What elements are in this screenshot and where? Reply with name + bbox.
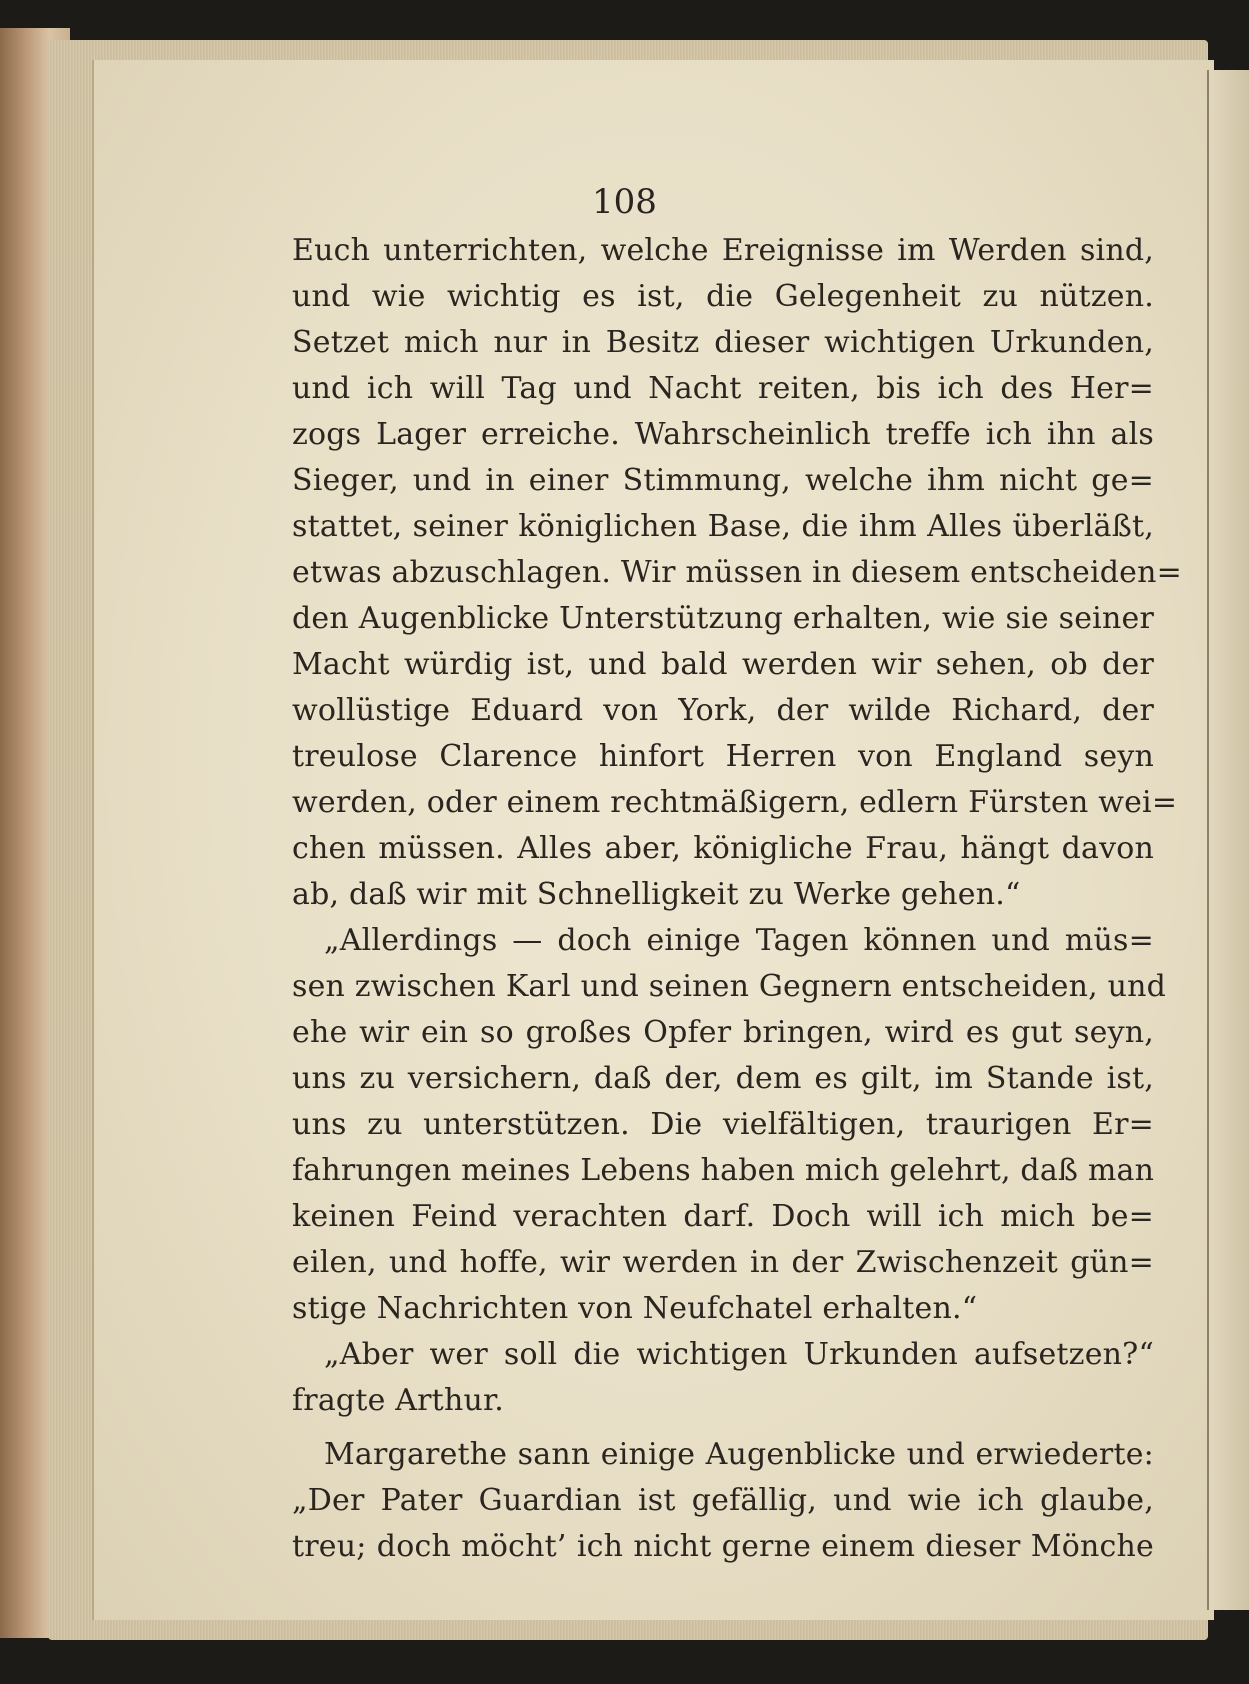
text-line: fragte Arthur. [292, 1383, 504, 1418]
text-line: „Der Pater Guardian ist gefällig, und wie ich glaube, [292, 1483, 1154, 1518]
text-line: „Allerdings — doch einige Tagen können und müs= [324, 923, 1154, 958]
page-number: 108 [592, 182, 657, 222]
text-line: Sieger, und in einer Stimmung, welche ihm nicht ge= [292, 463, 1154, 498]
text-line: Setzet mich nur in Besitz dieser wichtigen Urkunden, [292, 325, 1154, 360]
text-line: Macht würdig ist, und bald werden wir sehen, ob der [292, 647, 1154, 682]
facing-page-edge [1207, 70, 1249, 1610]
text-line: werden, oder einem rechtmäßigern, edlern Fürsten wei= [292, 785, 1178, 820]
text-line: uns zu unterstützen. Die vielfältigen, traurigen Er= [292, 1107, 1154, 1142]
text-line: fahrungen meines Lebens haben mich gelehrt, daß man [292, 1153, 1155, 1188]
text-line: und wie wichtig es ist, die Gelegenheit zu nützen. [292, 279, 1154, 314]
text-line: chen müssen. Alles aber, königliche Frau, hängt davon [292, 831, 1154, 866]
body-text [292, 228, 1182, 1570]
text-line: stattet, seiner königlichen Base, die ihm Alles überläßt, [292, 509, 1154, 544]
text-line: ehe wir ein so großes Opfer bringen, wird es gut seyn, [292, 1015, 1154, 1050]
text-line: sen zwischen Karl und seinen Gegnern entscheiden, und [292, 969, 1167, 1004]
text-line: und ich will Tag und Nacht reiten, bis ich des Her= [292, 371, 1154, 406]
text-line: Euch unterrichten, welche Ereignisse im Werden sind, [292, 233, 1154, 268]
text-line: wollüstige Eduard von York, der wilde Richard, der [292, 693, 1154, 728]
text-line: Margarethe sann einige Augenblicke und erwiederte: [324, 1437, 1154, 1472]
text-line: eilen, und hoffe, wir werden in der Zwischenzeit gün= [292, 1245, 1154, 1280]
text-line: uns zu versichern, daß der, dem es gilt, im Stande ist, [292, 1061, 1154, 1096]
text-line: treu; doch möcht’ ich nicht gerne einem dieser Mönche [292, 1529, 1154, 1564]
paragraph-gap [292, 1424, 1154, 1432]
text-line: stige Nachrichten von Neufchatel erhalten.“ [292, 1291, 978, 1326]
text-line: keinen Feind verachten darf. Doch will ich mich be= [292, 1199, 1154, 1234]
text-line: etwas abzuschlagen. Wir müssen in diesem entscheiden= [292, 555, 1182, 590]
text-line: ab, daß wir mit Schnelligkeit zu Werke gehen.“ [292, 877, 1021, 912]
text-line: treulose Clarence hinfort Herren von England seyn [292, 739, 1154, 774]
text-line: zogs Lager erreiche. Wahrscheinlich treffe ich ihn als [292, 417, 1154, 452]
text-line: den Augenblicke Unterstützung erhalten, wie sie seiner [292, 601, 1154, 636]
text-line: „Aber wer soll die wichtigen Urkunden aufsetzen?“ [324, 1337, 1154, 1372]
